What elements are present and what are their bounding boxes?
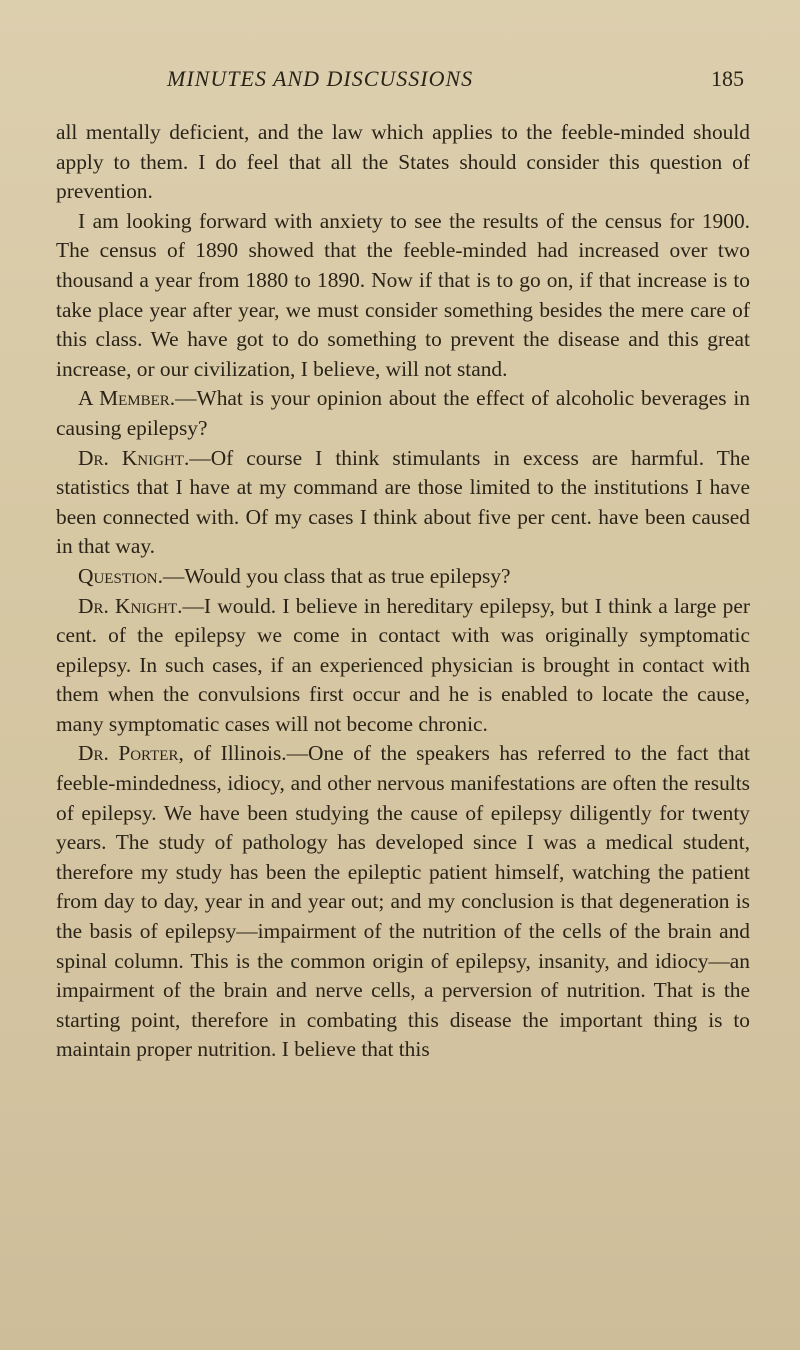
paragraph-text: —Of course I think stimulants in excess are harmful. The statistics that I have at my command are those limited to the institutions I have been connected with. Of my cases I think about five per cent. have been caused in that way.	[56, 445, 750, 559]
paragraph	[56, 444, 750, 562]
speaker-name: Dr. Porter,	[78, 741, 184, 766]
paragraph-text: I am looking forward with anxiety to see the results of the census for 1900. The census of 1890 showed that the feeble-minded had increased over two thousand a year from 1880 to 1890. Now if that is to go on, if that increase is to take place year after year, we must consider something besides the mere care of this class. We have got to do something to prevent the disease and this great increase, or our civilization, I believe, will not stand.	[56, 208, 750, 381]
paragraph-text: —I would. I believe in hereditary epilepsy, but I think a large per cent. of the epilepsy we come in contact with was originally symptomatic epilepsy. In such cases, if an experienced physician is brought in contact with them when the convulsions first occur and he is enabled to locate the cause, many symptomatic cases will not become chronic.	[56, 593, 750, 736]
paragraph-text: —What is your opinion about the effect of alcoholic beverages in causing epilepsy?	[56, 386, 750, 440]
speaker-name: A Member.	[78, 386, 176, 411]
paragraph-text: of Illinois.—One of the speakers has referred to the fact that feeble-mindedness, idiocy, and other nervous manifestations are often the results of epilepsy. We have been studying the cause of epilepsy diligently for twenty years. The study of pathology has developed since I was a medical student, therefore my study has been the epileptic patient himself, watching the patient from day to day, year in and year out; and my conclusion is that degeneration is the basis of epilepsy—impairment of the nutrition of the cells of the brain and spinal column. This is the common origin of epilepsy, insanity, and idiocy—an impairment of the brain and nerve cells, a perversion of nutrition. That is the starting point, therefore in combating this disease the important thing is to maintain proper nutrition. I believe that this	[56, 741, 750, 1062]
speaker-name: Dr. Knight.	[78, 593, 183, 618]
paragraph-text: all mentally deficient, and the law which applies to the feeble-minded should apply to them. I do feel that all the States should consider this question of prevention.	[56, 120, 750, 204]
page-number: 185	[711, 66, 744, 91]
paragraph	[56, 384, 750, 443]
paragraph	[56, 207, 750, 385]
speaker-name: Dr. Knight.	[78, 445, 190, 470]
paragraph	[56, 118, 750, 207]
paragraph-text: —Would you class that as true epilepsy?	[162, 563, 511, 588]
paragraph	[56, 562, 750, 592]
body-text	[56, 118, 750, 1065]
paragraph	[56, 592, 750, 740]
running-title: MINUTES AND DISCUSSIONS	[167, 66, 474, 91]
paragraph	[56, 739, 750, 1065]
speaker-name: Question.	[78, 563, 163, 588]
